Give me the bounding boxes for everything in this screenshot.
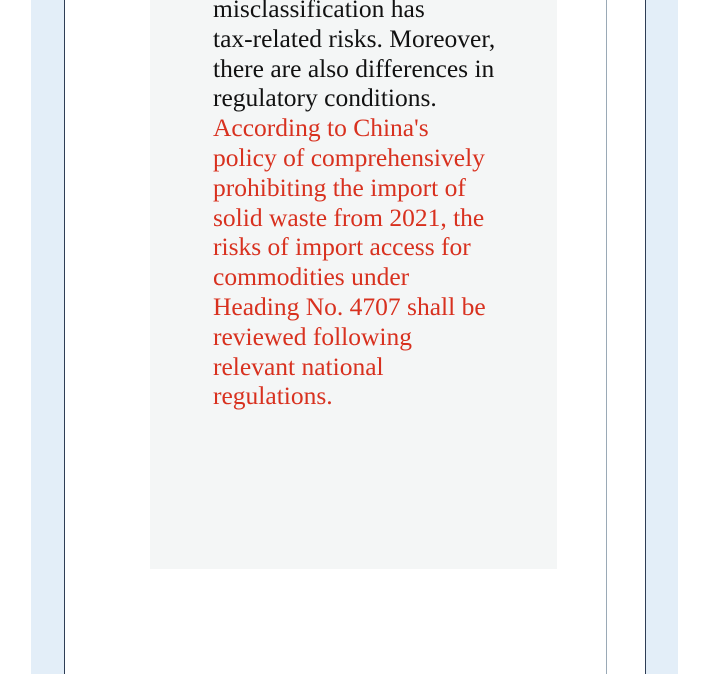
highlighted-text-line: commodities under: [213, 262, 410, 292]
highlighted-text-line: policy of comprehensively: [213, 142, 485, 172]
text-line: regulatory conditions.: [213, 83, 437, 113]
text-line: there are also differences in: [213, 53, 495, 83]
table-column-rule: [606, 0, 607, 674]
highlighted-text-line: Heading No. 4707 shall be: [213, 291, 486, 321]
highlighted-text-line: reviewed following: [213, 321, 412, 351]
text-line: misclassification has: [213, 0, 425, 23]
highlighted-text-line: regulations.: [213, 381, 333, 411]
highlighted-text-line: risks of import access for: [213, 232, 471, 262]
text-line: tax-related risks. Moreover,: [213, 23, 496, 53]
highlighted-text-line: According to China's: [213, 113, 429, 143]
cell-text-paragraph: [213, 0, 533, 411]
highlighted-text-line: prohibiting the import of: [213, 172, 466, 202]
highlighted-text-line: solid waste from 2021, the: [213, 202, 485, 232]
highlighted-text-line: relevant national: [213, 351, 384, 381]
